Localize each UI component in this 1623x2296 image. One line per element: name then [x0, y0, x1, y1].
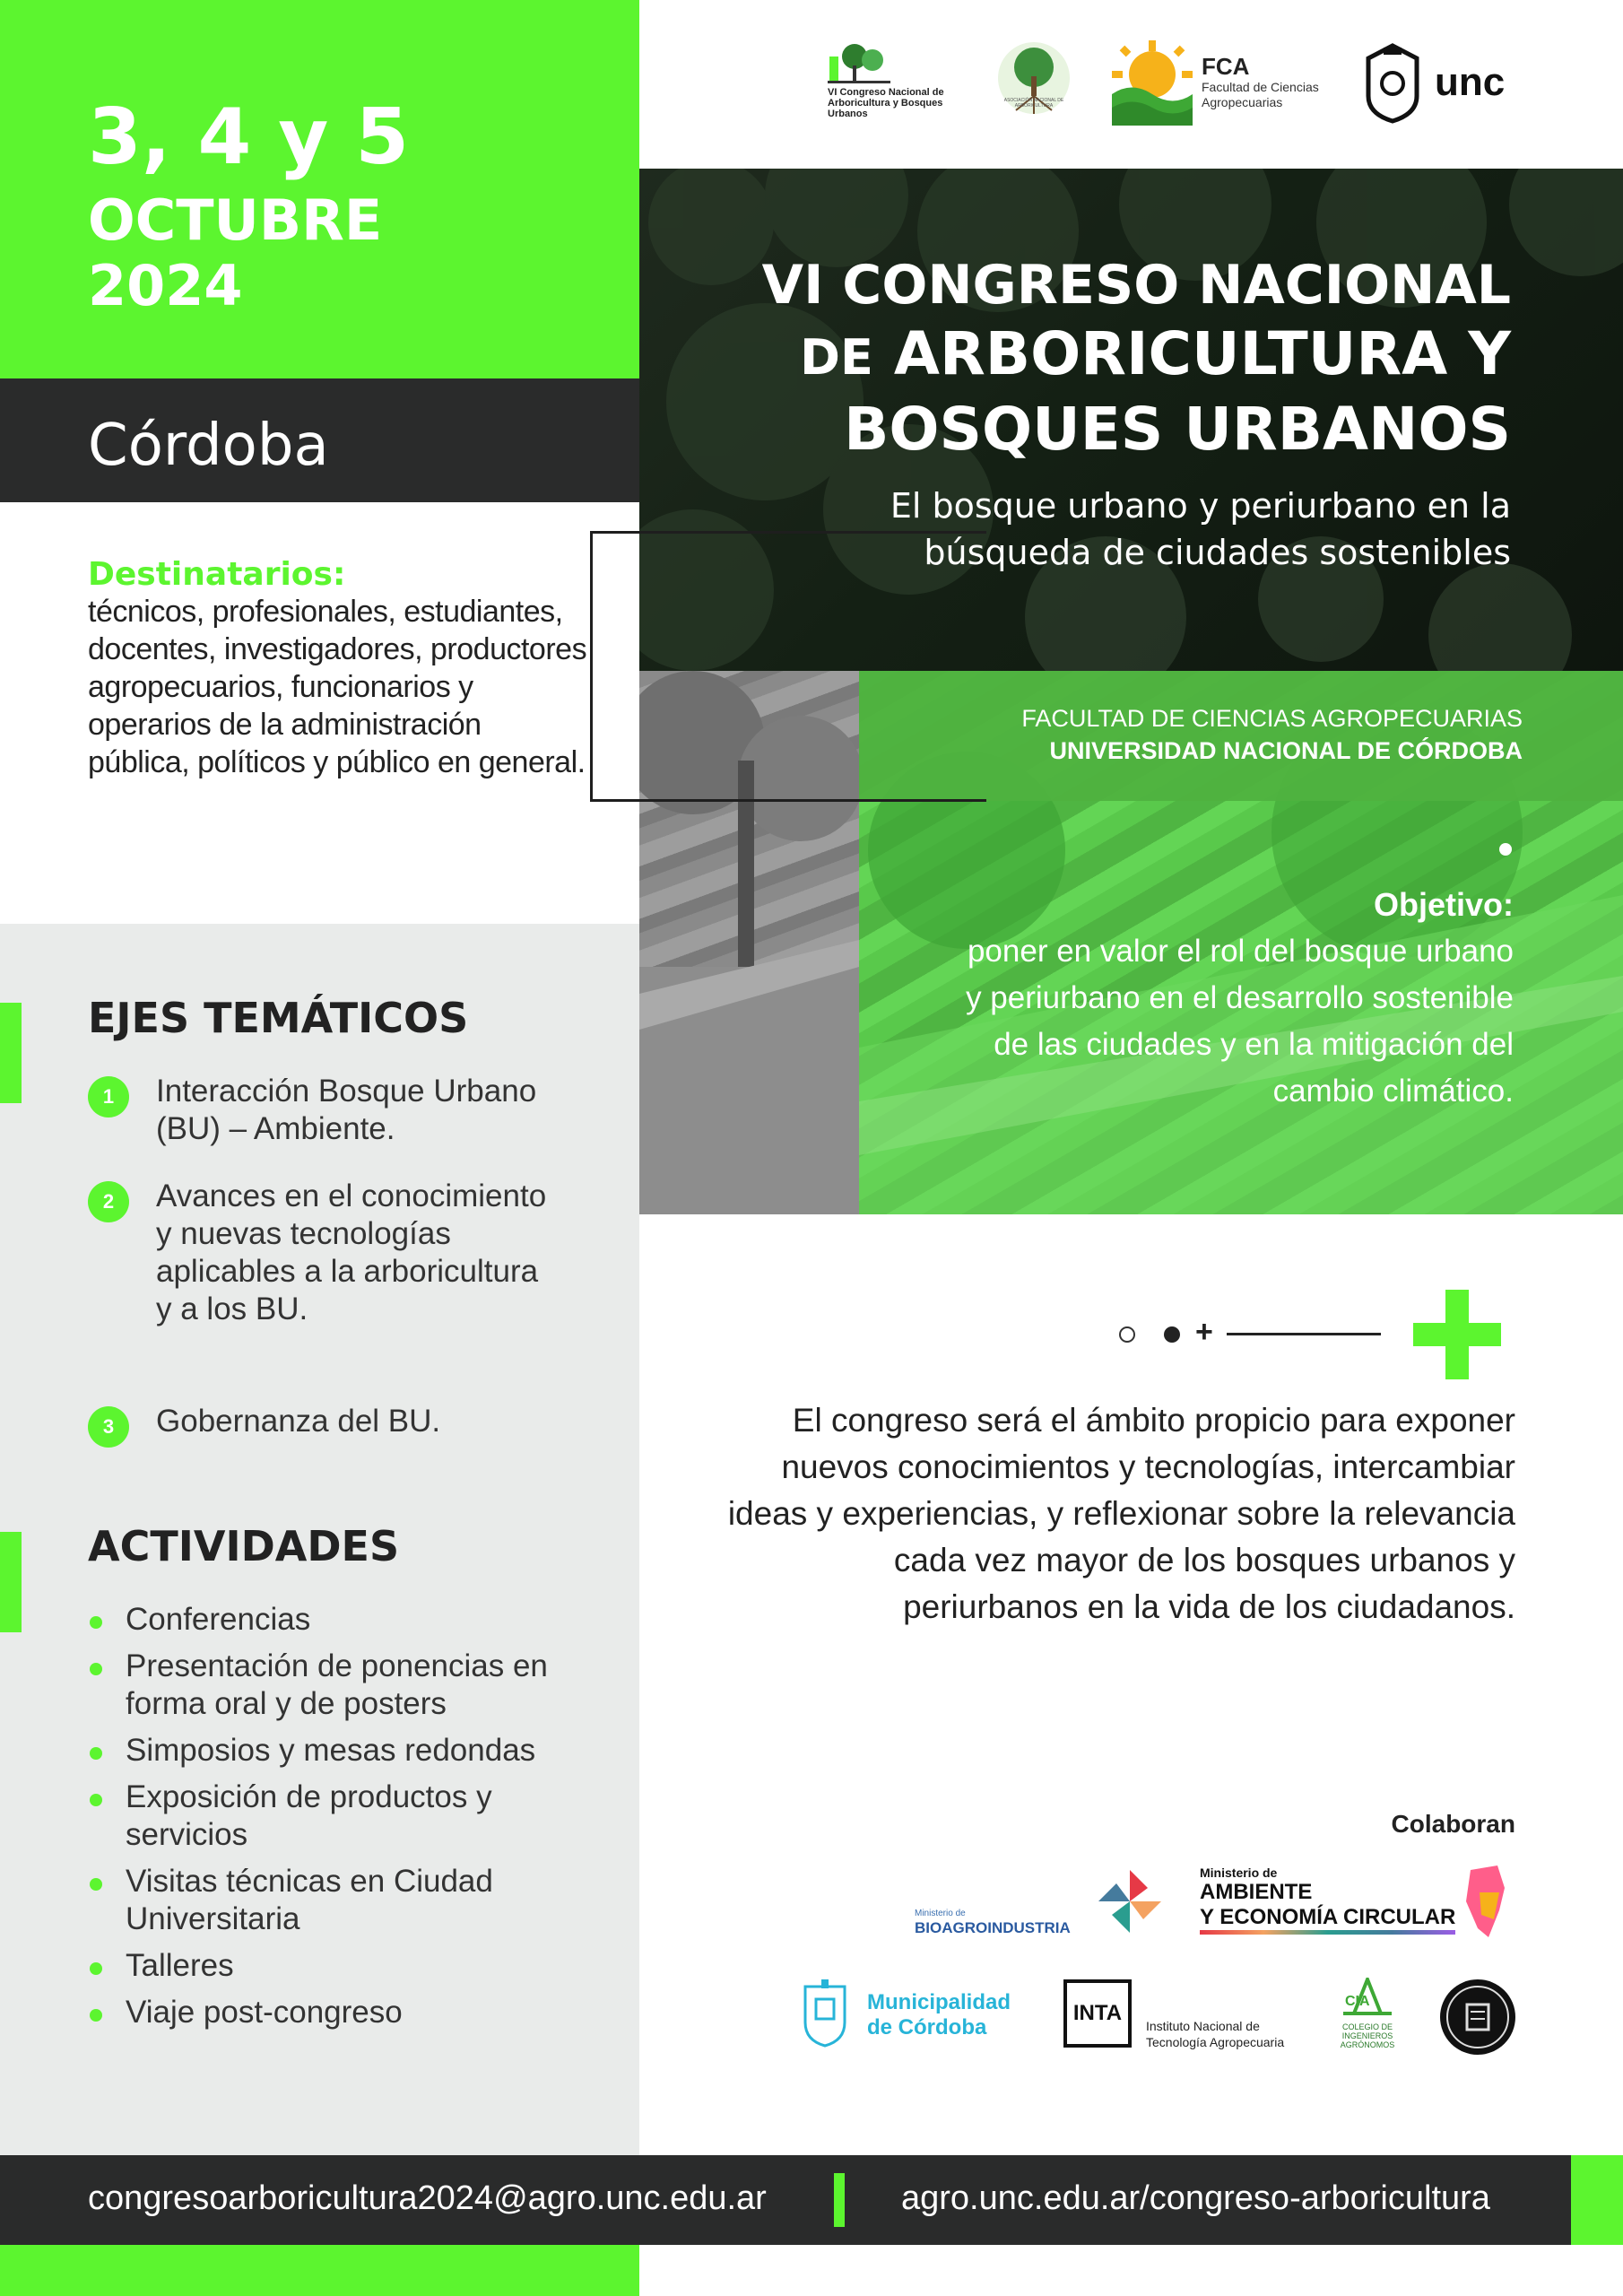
hero-title-line-3: BOSQUES URBANOS [844, 395, 1511, 464]
rainbow-bar [1200, 1930, 1455, 1935]
bullet-icon [90, 1616, 102, 1629]
activity-item: Simposios y mesas redondas [88, 1732, 590, 1770]
colorful-flower-icon [1094, 1866, 1166, 1937]
target-audience [88, 556, 590, 781]
bullet-icon [90, 1663, 102, 1675]
decorative-dot [1499, 843, 1512, 856]
muni-line2: de Córdoba [867, 2015, 987, 2039]
hero-title-line-1: VI CONGRESO NACIONAL [761, 254, 1511, 317]
decorative-frame [590, 531, 986, 802]
bioagroindustria-logo [915, 1866, 1166, 1937]
association-logo-text: ASOCIACIÓN NACIONAL DE ARBORICULTURA [1003, 98, 1064, 109]
bullet-icon [90, 1962, 102, 1975]
inta-line2: Tecnología Agropecuaria [1146, 2035, 1285, 2049]
institution-seal-logo [1440, 1979, 1515, 2055]
bullet-icon [90, 2009, 102, 2022]
date-panel [0, 0, 639, 378]
activity-item: Presentación de ponencias en forma oral y de posters [88, 1648, 590, 1723]
activity-item: Talleres [88, 1947, 590, 1985]
activity-item: Exposición de productos y servicios [88, 1779, 590, 1854]
amb-line2: Y ECONOMÍA CIRCULAR [1200, 1905, 1456, 1929]
hero-title-line-2: DE ARBORICULTURA Y [800, 319, 1511, 388]
large-plus-icon-bar [1413, 1323, 1501, 1346]
inta-line1: Instituto Nacional de [1146, 2019, 1260, 2033]
footer-website-link[interactable]: agro.unc.edu.ar/congreso-arboricultura [901, 2179, 1490, 2217]
amb-small: Ministerio de [1200, 1866, 1278, 1880]
axis-number: 2 [88, 1181, 129, 1222]
fca-short: FCA [1202, 53, 1250, 80]
event-month: OCTUBRE [88, 187, 383, 253]
amb-line1: AMBIENTE [1200, 1880, 1313, 1904]
footer-email-link[interactable]: congresoarboricultura2024@agro.unc.edu.ar [88, 2179, 767, 2217]
cia-logo [1336, 1978, 1408, 2054]
cia-caption: COLEGIO DE INGENIEROS AGRÓNOMOS [1340, 2022, 1395, 2049]
faculty-name: FACULTAD DE CIENCIAS AGROPECUARIAS [1021, 705, 1523, 732]
plus-icon: + [1195, 1315, 1213, 1349]
filled-circle-icon [1164, 1326, 1180, 1343]
ambiente-logo [1200, 1866, 1514, 1946]
axis-item [88, 1073, 590, 1148]
bio-small: Ministerio de [915, 1909, 966, 1918]
collaborators-title: Colaboran [1391, 1810, 1515, 1838]
province-map-icon [1462, 1866, 1506, 1942]
bio-name: BIOAGROINDUSTRIA [915, 1919, 1071, 1936]
axis-number: 3 [88, 1406, 129, 1448]
activities-accent-tab [0, 1532, 22, 1632]
bottom-accent-bar [0, 2245, 639, 2296]
activity-item: Viaje post-congreso [88, 1994, 590, 2031]
hero-title-prefix: DE [800, 329, 873, 386]
activities-list [88, 1601, 590, 2040]
city-name: Córdoba [88, 413, 329, 479]
open-circle-icon [1119, 1326, 1135, 1343]
event-year: 2024 [88, 253, 243, 318]
association-logo [989, 40, 1088, 126]
fca-logo [1112, 40, 1354, 130]
footer-accent [1571, 2155, 1623, 2245]
inta-logo [1063, 1979, 1315, 2051]
university-name: UNIVERSIDAD NACIONAL DE CÓRDOBA [1049, 737, 1523, 764]
municipalidad-logo [798, 1978, 1040, 2049]
unc-seal-icon [1361, 40, 1424, 126]
axes-title: EJES TEMÁTICOS [88, 994, 469, 1042]
unc-text: unc [1435, 60, 1506, 104]
sun-field-icon [1112, 40, 1193, 126]
congress-logo-text: VI Congreso Nacional de Arboricultura y Bosques Urbanos [828, 87, 944, 119]
objective-title: Objetivo: [1373, 886, 1514, 923]
logo-strip [639, 0, 1623, 169]
decorative-line [1227, 1333, 1381, 1335]
hero-subtitle: El bosque urbano y periurbano en la búsqueda de ciudades sostenibles [890, 486, 1511, 572]
seal-emblem-icon [1440, 1979, 1515, 2055]
muni-line1: Municipalidad [867, 1990, 1011, 2014]
cia-text: CIA [1345, 1994, 1370, 2009]
tree-logo-icon [828, 40, 890, 85]
unc-logo [1361, 40, 1523, 130]
axes-accent-tab [0, 1003, 22, 1103]
axis-item [88, 1178, 590, 1328]
activities-title: ACTIVIDADES [88, 1522, 400, 1570]
axis-text: Gobernanza del BU. [156, 1404, 441, 1439]
inta-box [1063, 1979, 1132, 2048]
congress-logo [828, 40, 962, 126]
target-audience-text: técnicos, profesionales, estudiantes, docentes, investigadores, productores agropecuarios, funcionarios y operarios de la administración pública, políticos y público en general. [88, 595, 587, 779]
target-audience-title: Destinatarios: [88, 556, 346, 593]
bullet-icon [90, 1794, 102, 1806]
tree-roots-icon [989, 40, 1079, 121]
axis-number: 1 [88, 1076, 129, 1118]
city-shield-icon [798, 1978, 852, 2048]
footer-separator [834, 2173, 845, 2227]
axis-text: Interacción Bosque Urbano (BU) – Ambiente. [156, 1074, 537, 1146]
activity-item: Conferencias [88, 1601, 590, 1639]
activity-item: Visitas técnicas en Ciudad Universitaria [88, 1863, 590, 1938]
axis-text: Avances en el conocimiento y nuevas tecnologías aplicables a la arboricultura y a los BU. [156, 1178, 547, 1326]
city-bar [0, 378, 639, 502]
congress-description: El congreso será el ámbito propicio para exponer nuevos conocimientos y tecnologías, intercambiar ideas y experiencias, y reflexionar sobre la relevancia cada vez mayor de los bosques urbanos y periurbanos en la vida de los ciudadanos. [727, 1402, 1515, 1625]
objective-text: poner en valor el rol del bosque urbano y periurbano en el desarrollo sostenible de las ciudades y en la mitigación del cambio climático. [966, 934, 1514, 1109]
bullet-icon [90, 1747, 102, 1760]
inta-text: INTA [1072, 2001, 1123, 2025]
fca-full: Facultad de Ciencias Agropecuarias [1202, 80, 1319, 109]
event-days: 3, 4 y 5 [88, 92, 410, 182]
bullet-icon [90, 1878, 102, 1891]
axis-item [88, 1403, 590, 1448]
